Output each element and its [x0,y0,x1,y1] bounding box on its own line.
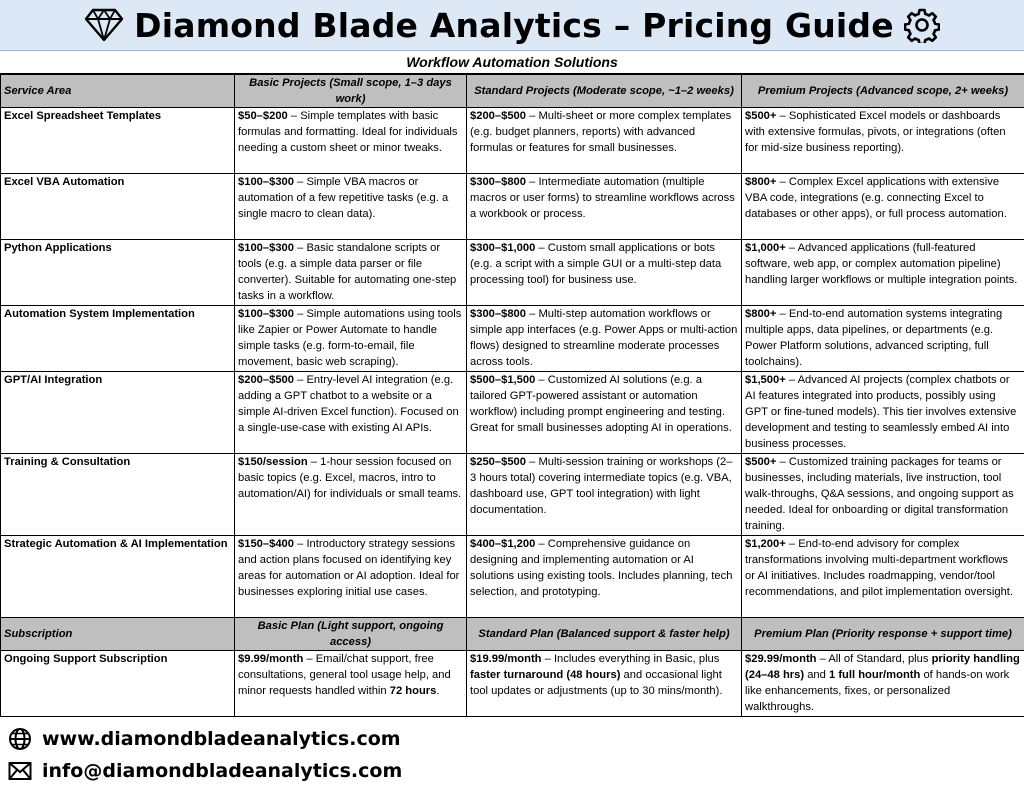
premium-cell [742,240,1024,306]
standard-plan-text-end: and occasional light tool updates or adjustments (up to 30 mins/month). [470,669,723,697]
premium-cell [742,536,1024,618]
service-area-cell: Strategic Automation & AI Implementation [1,536,235,618]
basic-plan-highlight: 72 hours [389,685,437,697]
basic-price: $150/session [238,456,308,468]
service-area-cell: Excel Spreadsheet Templates [1,108,235,174]
basic-plan-text-end: . [436,685,440,697]
premium-plan-highlight-2: 1 full hour/month [828,669,921,681]
standard-cell [467,240,742,306]
section-title: Workflow Automation Solutions [0,51,1024,74]
premium-description: – End-to-end advisory for complex transformations involving multi-department workflows or AI initiatives. Includes roadmapping, vendor/tool recommendations, and pilot implementation oversight. [745,538,1014,598]
premium-description: – Advanced AI projects (complex chatbots or AI features integrated into products, possibly using GPT or fine-tuned models). This tier involves extensive development and testing to seamlessly embed AI into business processes. [745,374,1017,450]
standard-description: – Multi-session training or workshops (2–3 hours total) covering intermediate topics (e.g. VBA, dashboard use, GPT tool integration) with light documentation. [470,456,733,516]
basic-cell [235,536,467,618]
standard-cell [467,536,742,618]
table-row [1,536,1024,618]
basic-price: $200–$500 [238,374,294,386]
standard-description: – Multi-sheet or more complex templates (e.g. budget planners, reports) with advanced formulas or features for small businesses. [470,110,732,154]
standard-cell [467,108,742,174]
service-area-cell: Training & Consultation [1,454,235,536]
standard-price: $200–$500 [470,110,526,122]
service-area-cell: GPT/AI Integration [1,372,235,454]
service-area-cell: Python Applications [1,240,235,306]
standard-description: – Custom small applications or bots (e.g. a script with a simple GUI or a multi-step data processing tool) for business use. [470,242,722,286]
premium-price: $500+ [745,456,777,468]
header-standard-plan: Standard Plan (Balanced support & faster help) [467,618,742,651]
premium-cell [742,108,1024,174]
diamond-icon [84,8,124,42]
envelope-icon [8,761,32,781]
premium-price: $1,000+ [745,242,786,254]
basic-price: $100–$300 [238,308,294,320]
service-area-cell: Automation System Implementation [1,306,235,372]
premium-price: $500+ [745,110,777,122]
table-row [1,240,1024,306]
premium-description: – Customized training packages for teams or businesses, including materials, live instruction, tool walk-throughs, Q&A sessions, and ongoing support as needed. Ideal for onboarding or digital transformation training. [745,456,1014,532]
page-title: Diamond Blade Analytics – Pricing Guide [134,5,894,45]
service-area-cell: Ongoing Support Subscription [1,651,235,717]
website-link[interactable]: www.diamondbladeanalytics.com [42,728,401,750]
table-row [1,306,1024,372]
standard-cell [467,454,742,536]
standard-price: $300–$800 [470,308,526,320]
basic-price: $150–$400 [238,538,294,550]
premium-plan-text: – All of Standard, plus [816,653,932,665]
table-row [1,174,1024,240]
table-row [1,454,1024,536]
premium-cell [742,372,1024,454]
premium-price: $800+ [745,308,777,320]
standard-price: $500–$1,500 [470,374,536,386]
premium-cell [742,174,1024,240]
standard-description: – Comprehensive guidance on designing and implementing automation or AI solutions using existing tools. Includes planning, tech selection, and prototyping. [470,538,733,598]
header-basic-plan: Basic Plan (Light support, ongoing access) [235,618,467,651]
premium-description: – End-to-end automation systems integrating multiple apps, data pipelines, or departments (e.g. Power Platform solutions, advanced scripting, full toolchains). [745,308,1003,368]
header-subscription: Subscription [1,618,235,651]
standard-cell [467,174,742,240]
standard-description: – Multi-step automation workflows or simple app interfaces (e.g. Power Apps or multi-action flows) designed to streamline moderate processes across tools. [470,308,738,368]
standard-price: $250–$500 [470,456,526,468]
basic-plan-price: $9.99/month [238,653,304,665]
service-area-cell: Excel VBA Automation [1,174,235,240]
premium-description: – Complex Excel applications with extensive VBA code, integrations (e.g. connecting Excel to databases or other apps), or full process automation. [745,176,1007,220]
basic-description: – Simple templates with basic formulas and formatting. Ideal for individuals needing a custom sheet or minor tweaks. [238,110,458,154]
premium-price: $1,500+ [745,374,786,386]
premium-price: $800+ [745,176,777,188]
standard-description: – Customized AI solutions (e.g. a tailored GPT-powered assistant or automation workflow) including prompt engineering and testing. Great for small businesses adopting AI in operations. [470,374,732,434]
basic-price: $100–$300 [238,242,294,254]
standard-plan-cell [467,651,742,717]
basic-description: – Simple automations using tools like Zapier or Power Automate to handle simple tasks (e.g. form-to-email, file movement, basic web scraping). [238,308,462,368]
basic-description: – Simple VBA macros or automation of a few repetitive tasks (e.g. a single macro to clean data). [238,176,449,220]
standard-plan-text: – Includes everything in Basic, plus [541,653,720,665]
standard-cell [467,372,742,454]
pricing-table [0,74,1024,717]
header-premium-plan: Premium Plan (Priority response + support time) [742,618,1024,651]
subscription-row [1,651,1024,717]
table-header-row [1,75,1024,108]
basic-description: – Basic standalone scripts or tools (e.g. a simple data parser or file converter). Suitable for automating one-step tasks in a workflow. [238,242,457,302]
website-line [8,726,401,752]
table-row [1,108,1024,174]
basic-price: $50–$200 [238,110,288,122]
premium-price: $1,200+ [745,538,786,550]
premium-description: – Sophisticated Excel models or dashboards with extensive formulas, pivots, or integrations (often for mid-size business reporting). [745,110,1006,154]
standard-price: $300–$800 [470,176,526,188]
standard-price: $400–$1,200 [470,538,536,550]
basic-description: – Introductory strategy sessions and action plans focused on identifying key areas for automation or AI adoption. Ideal for businesses exploring initial use cases. [238,538,460,598]
premium-cell [742,454,1024,536]
basic-plan-text: – Email/chat support, free consultations, general tool usage help, and minor requests handled within [238,653,451,697]
standard-cell [467,306,742,372]
email-link[interactable]: info@diamondbladeanalytics.com [42,760,403,782]
basic-cell [235,454,467,536]
basic-cell [235,174,467,240]
header-premium: Premium Projects (Advanced scope, 2+ weeks) [742,75,1024,108]
header-standard: Standard Projects (Moderate scope, ~1–2 weeks) [467,75,742,108]
basic-price: $100–$300 [238,176,294,188]
premium-cell [742,306,1024,372]
premium-plan-text-end: of hands-on work like enhancements, fixes, or personalized walkthroughs. [745,669,1010,713]
title-banner [0,0,1024,51]
header-basic: Basic Projects (Small scope, 1–3 days work) [235,75,467,108]
premium-plan-price: $29.99/month [745,653,817,665]
email-line [8,758,402,784]
standard-price: $300–$1,000 [470,242,536,254]
premium-plan-text-mid: and [804,669,829,681]
basic-plan-cell [235,651,467,717]
premium-plan-cell [742,651,1024,717]
basic-cell [235,372,467,454]
table-row [1,372,1024,454]
premium-description: – Advanced applications (full-featured software, web app, or complex automation pipeline) handling larger workflows or multiple integration points. [745,242,1018,286]
basic-cell [235,306,467,372]
gear-icon [904,7,940,43]
globe-icon [8,727,32,751]
subscription-header-row [1,618,1024,651]
standard-description: – Intermediate automation (multiple macros or user forms) to streamline workflows across a workbook or process. [470,176,735,220]
standard-plan-highlight: faster turnaround (48 hours) [470,669,621,681]
basic-cell [235,240,467,306]
basic-description: – Entry-level AI integration (e.g. adding a GPT chatbot to a website or a simple AI-driven Excel function). Focused on a single-use-case with existing AI APIs. [238,374,459,434]
header-service-area: Service Area [1,75,235,108]
standard-plan-price: $19.99/month [470,653,542,665]
basic-description: – 1-hour session focused on basic topics (e.g. Excel, macros, intro to automation/AI) for individuals or small teams. [238,456,462,500]
premium-plan-highlight-1: priority handling (24–48 hrs) [745,653,1020,681]
basic-cell [235,108,467,174]
